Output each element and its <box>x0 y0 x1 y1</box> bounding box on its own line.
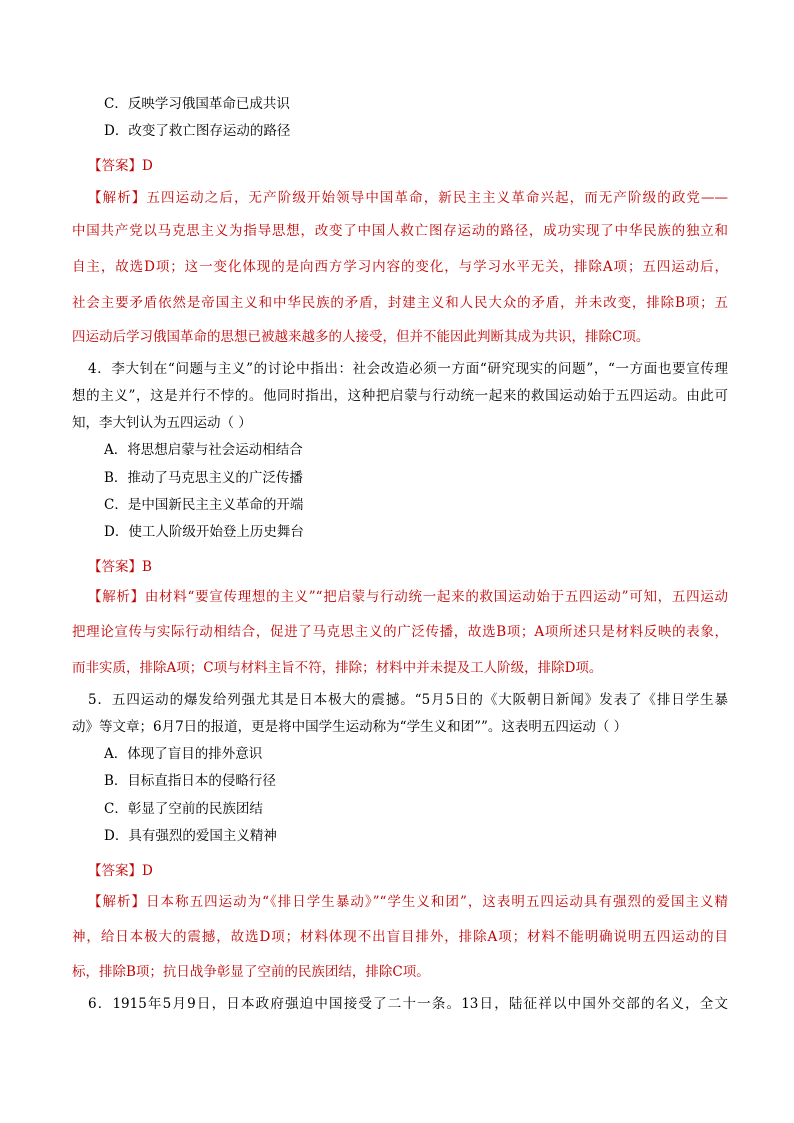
q4-analysis-line: 而非实质，排除A项；C项与材料主旨不符，排除；材料中并未提及工人阶级，排除D项。 <box>72 660 603 676</box>
analysis-text: 日本称五四运动为“《排日学生暴动》”“学生义和团”，这表明五四运动具有强烈的爱国主义精 <box>146 894 729 910</box>
q5-analysis-line: 神，给日本极大的震撼，故选D项；材料体现不出盲目排外，排除A项；材料不能明确说明五四运动的目 <box>72 929 728 945</box>
analysis-tag: 【解析】 <box>88 190 147 206</box>
analysis-tag: 【解析】 <box>88 894 147 910</box>
q5-option-d: D．具有强烈的爱国主义精神 <box>104 828 277 844</box>
q6-stem-line: 6．1915年5月9日，日本政府强迫中国接受了二十一条。13日，陆征祥以中国外交部的名义，全文 <box>88 996 728 1012</box>
q5-answer <box>88 861 728 881</box>
analysis-tag: 【解析】 <box>88 589 145 605</box>
answer-tag: 【答案】 <box>88 863 142 879</box>
analysis-text: 五四运动之后，无产阶级开始领导中国革命，新民主主义革命兴起，而无产阶级的政党—— <box>146 190 729 206</box>
q5-stem-line: 5．五四运动的爆发给列强尤其是日本极大的震撼。“5月5日的《大阪朝日新闻》发表了《排日学生暴 <box>88 692 728 708</box>
q4-option-c: C．是中国新民主主义革命的开端 <box>104 497 304 513</box>
answer-value: B <box>142 559 152 575</box>
answer-tag: 【答案】 <box>88 158 142 174</box>
q3-answer <box>88 156 728 176</box>
q3-analysis-line <box>88 188 728 208</box>
q4-analysis-line: 把理论宣传与实际行动相结合，促进了马克思主义的广泛传播，故选B项；A项所述只是材料反映的表象， <box>72 624 728 640</box>
q5-option-a: A．体现了盲目的排外意识 <box>104 746 263 762</box>
q3-option-c: C．反映学习俄国革命已成共识 <box>104 96 290 112</box>
answer-value: D <box>142 863 153 879</box>
q4-stem-line: 想的主义”，这是并行不悖的。他同时指出，这种把启蒙与行动统一起来的救国运动始于五四运动。由此可 <box>72 388 728 404</box>
analysis-text: 由材料“要宣传理想的主义”“把启蒙与行动统一起来的救国运动始于五四运动”可知，五四运动 <box>144 589 729 605</box>
q4-option-b: B．推动了马克思主义的广泛传播 <box>104 470 303 486</box>
q4-answer <box>88 557 728 577</box>
q4-option-a: A．将思想启蒙与社会运动相结合 <box>104 442 303 458</box>
q5-analysis-line <box>88 892 728 912</box>
q5-stem-line: 动》等文章；6月7日的报道，更是将中国学生运动称为“学生义和团””。这表明五四运动（ ） <box>72 719 628 735</box>
q5-analysis-line: 标，排除B项；抗日战争彰显了空前的民族团结，排除C项。 <box>72 964 430 980</box>
q4-stem-line: 知，李大钊认为五四运动（ ） <box>72 415 252 431</box>
q4-stem-line: 4．李大钊在“问题与主义”的讨论中指出：社会改造必须一方面“研究现实的问题”，“一方面也要宣传理 <box>88 361 728 377</box>
q3-analysis-line: 自主，故选D项；这一变化体现的是向西方学习内容的变化，与学习水平无关，排除A项；五四运动后， <box>72 259 728 275</box>
q5-option-c: C．彰显了空前的民族团结 <box>104 801 263 817</box>
q3-analysis-line: 社会主要矛盾依然是帝国主义和中华民族的矛盾，封建主义和人民大众的矛盾，并未改变，排除B项；五 <box>72 295 728 311</box>
q3-analysis-line: 四运动后学习俄国革命的思想已被越来越多的人接受，但并不能因此判断其成为共识，排除C项。 <box>72 329 650 345</box>
q4-analysis-line <box>88 587 728 607</box>
q3-option-d: D．改变了救亡图存运动的路径 <box>104 123 291 139</box>
answer-tag: 【答案】 <box>88 559 142 575</box>
q3-analysis-line: 中国共产党以马克思主义为指导思想，改变了中国人救亡图存运动的路径，成功实现了中华民族的独立和 <box>72 223 728 239</box>
answer-value: D <box>142 158 153 174</box>
q4-option-d: D．使工人阶级开始登上历史舞台 <box>104 524 304 540</box>
q5-option-b: B．目标直指日本的侵略行径 <box>104 773 276 789</box>
